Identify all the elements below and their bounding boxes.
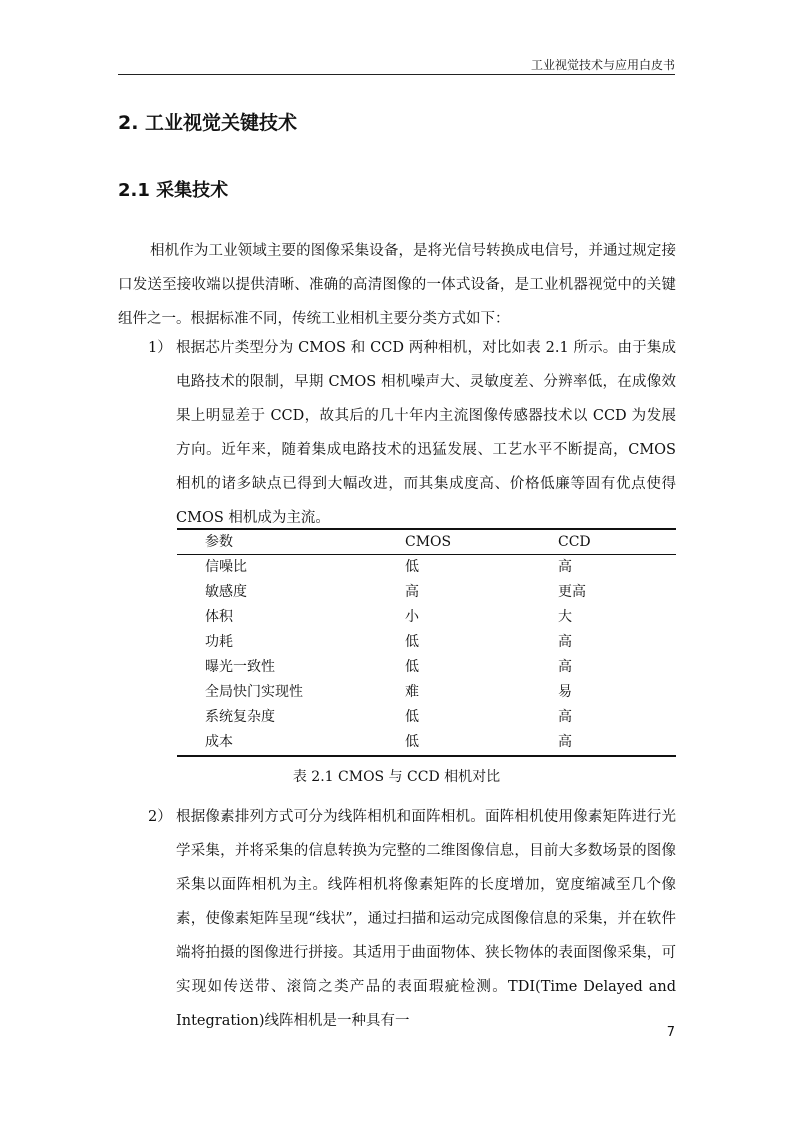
table-cell: 大 (558, 609, 572, 625)
table-cell: 成本 (205, 734, 233, 750)
table-cell: 高 (558, 559, 572, 575)
table-row (177, 555, 676, 580)
intro-paragraph: 相机作为工业领域主要的图像采集设备，是将光信号转换成电信号，并通过规定接口发送至接收端以提供清晰、准确的高清图像的一体式设备，是工业机器视觉中的关键组件之一。根据标准不同，传统工业相机主要分类方式如下： (118, 243, 676, 327)
table-cell: 系统复杂度 (205, 709, 275, 725)
table-cell: 全局快门实现性 (205, 684, 303, 700)
table-cell: 低 (405, 659, 419, 675)
table-row (177, 680, 676, 705)
table-row (177, 580, 676, 605)
list-item (148, 331, 676, 535)
table-cell: 高 (558, 734, 572, 750)
table-row (177, 655, 676, 680)
table-cell: 低 (405, 559, 419, 575)
list-item-number: 1） (148, 340, 172, 356)
table-cell: 高 (405, 584, 419, 600)
table-cell: 低 (405, 734, 419, 750)
list-item-text: 根据像素排列方式可分为线阵相机和面阵相机。面阵相机使用像素矩阵进行光学采集，并将采集的信息转换为完整的二维图像信息，目前大多数场景的图像采集以面阵相机为主。线阵相机将像素矩阵的长度增加，宽度缩减至几个像素，使像素矩阵呈现“线状”，通过扫描和运动完成图像信息的采集，并在软件端将拍摄的图像进行拼接。其适用于曲面物体、狭长物体的表面图像采集，可实现如传送带、滚筒之类产品的表面瑕疵检测。TDI(Time Delayed and Integration)线阵相机是一种具有一 (176, 809, 676, 1029)
table-caption: 表 2.1 CMOS 与 CCD 相机对比 (292, 769, 501, 785)
table-cell: 信噪比 (205, 559, 247, 575)
table-cell: 高 (558, 634, 572, 650)
table-row (177, 730, 676, 755)
header-divider (118, 74, 675, 75)
subsection-heading: 2.1 采集技术 (118, 180, 229, 201)
table-cell: 更高 (558, 584, 586, 600)
table-row (177, 605, 676, 630)
page-number: 7 (666, 1025, 675, 1040)
table-row (177, 630, 676, 655)
list-item-text: 根据芯片类型分为 CMOS 和 CCD 两种相机，对比如表 2.1 所示。由于集成电路技术的限制，早期 CMOS 相机噪声大、灵敏度差、分辨率低，在成像效果上明显差于 CCD，故其后的几十年内主流图像传感器技术以 CCD 为发展方向。近年来，随着集成电路技术的迅猛发展、工艺水平不断提高，CMOS 相机的诸多缺点已得到大幅改进，而其集成度高、价格低廉等固有优点使得 CMOS 相机成为主流。 (176, 340, 676, 526)
table-cell: 高 (558, 709, 572, 725)
table-cell: 低 (405, 634, 419, 650)
table-cell: 低 (405, 709, 419, 725)
table-cell: 小 (405, 609, 419, 625)
table-cell: 易 (558, 684, 572, 700)
table-header-row (177, 530, 676, 555)
table-cell: 高 (558, 659, 572, 675)
table-header-cell: CMOS (405, 534, 452, 550)
table-cell: 功耗 (205, 634, 233, 650)
table-header-cell: CCD (558, 534, 591, 550)
table-cell: 体积 (205, 609, 233, 625)
comparison-table (177, 528, 676, 757)
list-item-number: 2） (148, 809, 172, 825)
table-row (177, 705, 676, 730)
section-heading: 2. 工业视觉关键技术 (118, 112, 298, 134)
table-header-cell: 参数 (205, 534, 233, 550)
table-cell: 敏感度 (205, 584, 247, 600)
table-cell: 曝光一致性 (205, 659, 275, 675)
table-cell: 难 (405, 684, 419, 700)
running-header: 工业视觉技术与应用白皮书 (530, 58, 675, 72)
list-item (148, 800, 676, 1038)
